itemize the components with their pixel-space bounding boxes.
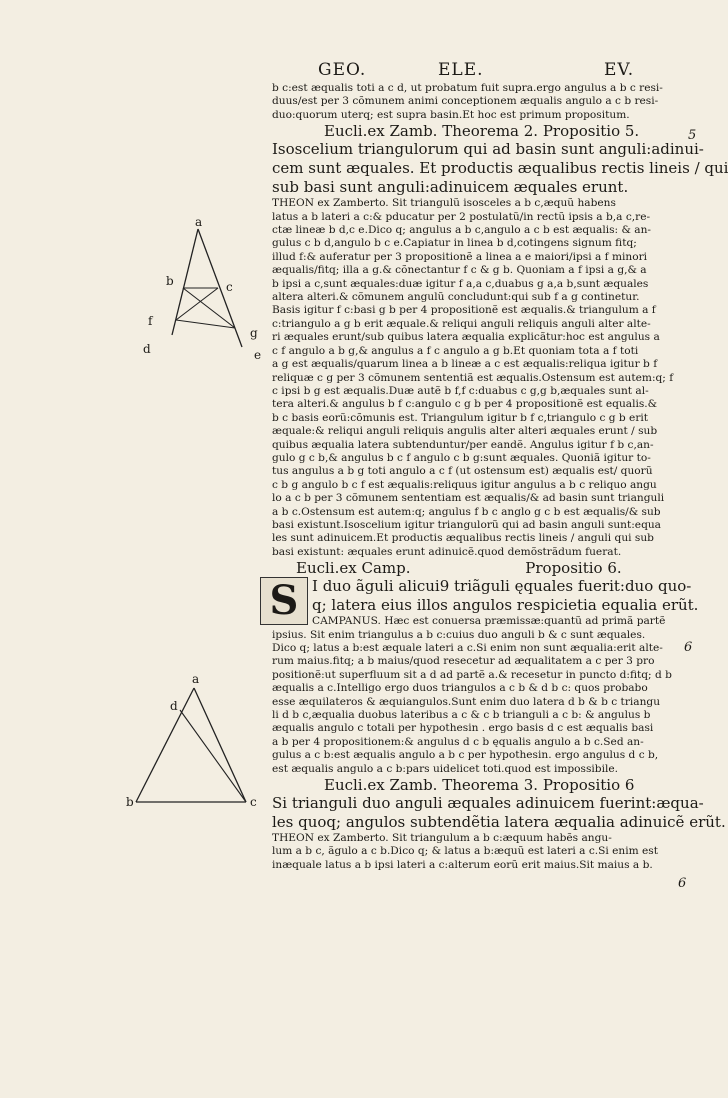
fig2-label-d: d xyxy=(170,699,178,713)
prop-line: I duo ãguli alicui9 triãguli ęquales fuerit:duo quo- xyxy=(312,577,692,596)
text-line: lo a c b per 3 cõmunem sententiam est æqualis/& ad basin sunt trianguli xyxy=(272,492,665,505)
prop-line: les quoq; angulos subtendẽtia latera æqualia adinuicẽ erũt. xyxy=(272,813,726,832)
text-line: ipsius. Sit enim triangulus a b c:cuius duo anguli b & c sunt æquales. xyxy=(272,628,646,641)
text-line: lum a b c, ãgulo a c b.Dico q; & latus a b:æquũ est lateri a c.Si enim est xyxy=(272,845,658,858)
text-line: c ipsi b g est æqualis.Duæ autẽ b f,f c:duabus c g,g b,æquales sunt al- xyxy=(272,384,649,397)
text-line: est æqualis angulo a c b:pars uidelicet toti.quod est impossibile. xyxy=(272,762,618,775)
fig1-label-e: e xyxy=(254,348,262,362)
header-center: ELE. xyxy=(438,60,484,80)
text-line: CAMPANUS. Hæc est conuersa præmissæ:quantũ ad primã partẽ xyxy=(312,615,666,628)
text-line: c b g angulo b c f est æqualis:reliquus igitur angulus a b c reliquo angu xyxy=(272,478,657,491)
text-line: les sunt adinuicem.Et productis æqualibus rectis lineis / anguli qui sub xyxy=(272,532,654,545)
text-line: ctæ lineæ b d,c e.Dico q; angulus a b c,angulo a c b est æqualis: & an- xyxy=(272,224,651,237)
text-line: duus/est per 3 cõmunem animi conceptionem æqualis angulo a c b resi- xyxy=(272,95,659,108)
text-line: THEON ex Zamberto. Sit triangulum a b c:æquum habẽs angu- xyxy=(272,832,612,845)
text-line: c f angulo a b g,& angulus a f c angulo a g b.Et quoniam tota a f toti xyxy=(272,344,639,357)
text-line: esse æquilateros & æquiangulos.Sunt enim duo latera d b & b c triangu xyxy=(272,695,661,708)
fig1-label-d: d xyxy=(143,342,151,356)
fig1-label-f: f xyxy=(148,314,153,328)
text-line: positionẽ:ut superfluum sit a d ad partẽ a.& recesetur in puncto d:fitq; d b xyxy=(272,668,672,681)
text-line: æqualis a c.Intelligo ergo duos triangulos a c b & d b c: quos probabo xyxy=(272,682,648,695)
text-block-theon-2 xyxy=(272,832,682,872)
figure-isosceles-triangle xyxy=(130,215,270,365)
main-text-column xyxy=(269,82,728,872)
margin-number-6b: 6 xyxy=(678,876,687,891)
text-line: altera alteri.& cõmunem angulũ concludunt:qui sub f a g continetur. xyxy=(272,291,640,304)
text-line: THEON ex Zamberto. Sit triangulũ isosceles a b c,æquũ habens xyxy=(272,197,616,210)
fig2-label-c: c xyxy=(250,795,257,809)
heading-left: Eucli.ex Camp. xyxy=(296,559,411,578)
section-heading-theorem-2: Eucli.ex Zamb. Theorema 2. Propositio 5. xyxy=(324,122,640,141)
prop-line: sub basi sunt anguli:adinuicem æquales erunt. xyxy=(272,178,629,197)
text-line: gulo g c b,& angulus b c f angulo c b g:sunt æquales. Quoniã igitur to- xyxy=(272,451,651,464)
text-line: basi existunt: æquales erunt adinuicẽ.quod demõstrãdum fuerat. xyxy=(272,545,622,558)
fig2-label-b: b xyxy=(126,795,134,809)
text-line: li d b c,æqualia duobus lateribus a c & c b trianguli a c b: & angulus b xyxy=(272,709,651,722)
text-line: a g est æqualis/quarum linea a b lineæ a c est æqualis:reliqua igitur b f xyxy=(272,358,658,371)
text-block-campanus xyxy=(272,615,682,776)
text-line: æquale:& reliqui anguli reliquis angulis alter alteri æquales erunt / sub xyxy=(272,425,658,438)
header-left: GEO. xyxy=(318,60,367,80)
fig1-label-g: g xyxy=(250,326,258,340)
text-block-1 xyxy=(272,82,682,122)
text-line: ri æquales erunt/sub quibus latera æqualia explicãtur:hoc est angulus a xyxy=(272,331,660,344)
heading-right: Propositio 6. xyxy=(525,559,622,578)
prop-line: cem sunt æquales. Et productis æqualibus rectis lineis / qui xyxy=(272,159,728,178)
section-heading-theorem-3: Eucli.ex Zamb. Theorema 3. Propositio 6 xyxy=(324,776,635,795)
text-line: reliquæ c g per 3 cõmunem sententiã est æqualis.Ostensum est autem:q; f xyxy=(272,371,674,384)
text-line: tera alteri.& angulus b f c:angulo c g b per 4 propositionẽ est equalis.& xyxy=(272,398,658,411)
prop-line: Si trianguli duo anguli æquales adinuicem fuerint:æqua- xyxy=(272,794,704,813)
section-heading-campanus xyxy=(296,559,682,577)
fig1-label-c: c xyxy=(226,280,233,294)
fig2-label-a: a xyxy=(192,672,200,686)
text-line: Basis igitur f c:basi g b per 4 propositionẽ est æqualis.& triangulum a f xyxy=(272,304,656,317)
prop-line: Isoscelium triangulorum qui ad basin sunt anguli:adinui- xyxy=(272,140,704,159)
text-line: tus angulus a b g toti angulo a c f (ut ostensum est) æqualis est/ quorũ xyxy=(272,465,653,478)
text-line: latus a b lateri a c:& pducatur per 2 postulatũ/in rectũ ipsis a b,a c,re- xyxy=(272,210,651,223)
text-block-theon-1 xyxy=(272,197,682,559)
prop-line: q; latera eius illos angulos respicietia equalia erũt. xyxy=(312,596,699,615)
margin-number-5: 5 xyxy=(688,128,697,143)
decorated-initial: S xyxy=(260,577,308,625)
text-line: æqualis angulo c totali per hypothesin . ergo basis d c est æqualis basi xyxy=(272,722,654,735)
text-line: gulus c b d,angulo b c e.Capiatur in linea b d,cotingens signum fitq; xyxy=(272,237,637,250)
fig1-label-a: a xyxy=(195,215,203,229)
text-line: b c basis eorũ:cõmunis est. Triangulum igitur b f c,triangulo c g b erit xyxy=(272,411,649,424)
figure-equal-angles-triangle xyxy=(122,670,272,820)
proposition-5-statement xyxy=(272,140,728,197)
text-line: æqualis/fitq; illa a g.& cõnectantur f c & g b. Quoniam a f ipsi a g,& a xyxy=(272,264,647,277)
text-line: gulus a c b:est æqualis angulo a b c per hypothesin. ergo angulus d c b, xyxy=(272,749,659,762)
margin-number-6a: 6 xyxy=(684,640,693,655)
text-line: a b per 4 propositionem:& angulus d c b ęqualis angulo a b c.Sed an- xyxy=(272,735,644,748)
text-line: illud f:& auferatur per 3 propositionẽ a linea a e maiori/ipsi a f minori xyxy=(272,250,648,263)
text-line: inæquale latus a b ipsi lateri a c:alterum eorũ erit maius.Sit maius a b. xyxy=(272,858,653,871)
header-right: EV. xyxy=(604,60,635,80)
fig1-label-b: b xyxy=(166,274,174,288)
text-line: c:triangulo a g b erit æquale.& reliqui anguli reliquis anguli alter alte- xyxy=(272,317,651,330)
text-line: b c:est æqualis toti a c d, ut probatum fuit supra.ergo angulus a b c resi- xyxy=(272,82,663,94)
text-line: basi existunt.Isoscelium igitur triangulorũ qui ad basin anguli sunt:equa xyxy=(272,518,661,531)
text-line: quibus æqualia latera subtenduntur/per eandẽ. Angulus igitur f b c,an- xyxy=(272,438,654,451)
text-line: duo:quorum uterq; est supra basin.Et hoc est primum propositum. xyxy=(272,108,630,121)
text-line: a b c.Ostensum est autem:q; angulus f b c anglo g c b est æqualis/& sub xyxy=(272,505,661,518)
text-line: b ipsi a c,sunt æquales:duæ igitur f a,a c,duabus g a,a b,sunt æquales xyxy=(272,277,649,290)
text-line: rum maius.fitq; a b maius/quod resecetur ad æqualitatem a c per 3 pro xyxy=(272,655,655,668)
proposition-6-zamberto xyxy=(272,794,726,832)
text-line: Dico q; latus a b:est æquale lateri a c.Si enim non sunt æqualia:erit alte- xyxy=(272,642,663,654)
